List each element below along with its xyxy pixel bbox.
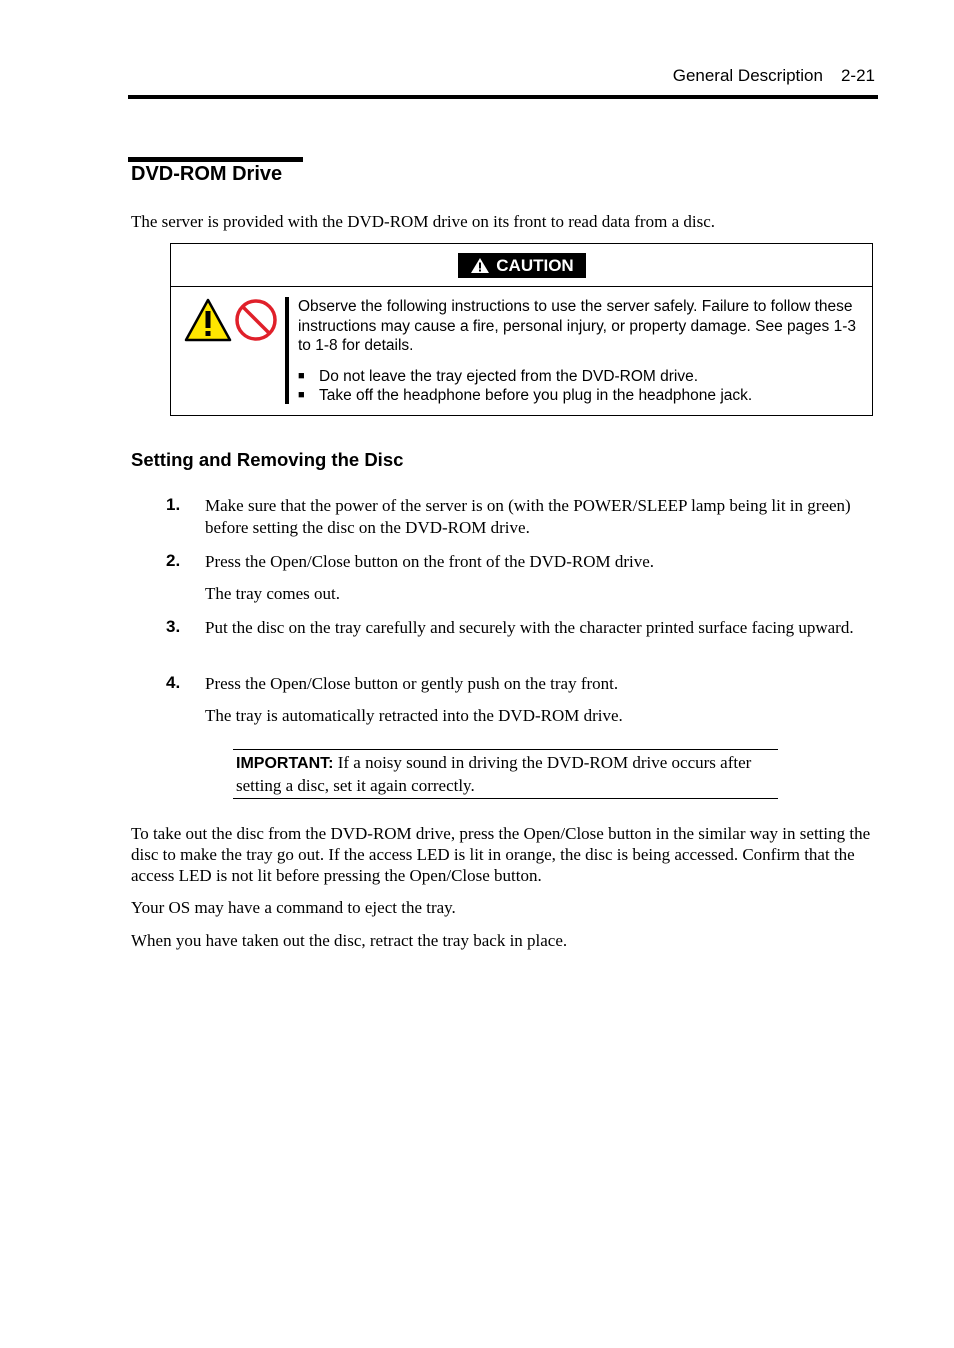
body-paragraph: When you have taken out the disc, retract the tray back in place. [131,931,568,950]
header-rule [128,95,878,99]
step-number: 3. [166,617,181,636]
caution-text: Observe the following instructions to use the server safely. Failure to follow these instructions may cause a fire, personal injury, or property damage. See pages 1-3 to 1-8 for details. [298,298,856,354]
caution-list [298,367,868,406]
step-note: The tray is automatically retracted into the DVD-ROM drive. [205,706,623,725]
subheading: Setting and Removing the Disc [131,449,404,470]
page-number: 2-21 [840,66,875,85]
prohibited-icon [237,301,275,339]
intro-paragraph: The server is provided with the DVD-ROM drive on its front to read data from a disc. [131,212,715,231]
caution-header [171,244,872,287]
caution-icons [184,297,280,348]
running-header [673,66,875,86]
warning-small-icon [470,257,490,274]
caution-side-bar [285,297,289,404]
step-text: Press the Open/Close button or gently push on the tray front. [205,674,619,693]
body-paragraph: To take out the disc from the DVD-ROM drive, press the Open/Close button in the similar way in setting the disc to make the tray go out. If the access LED is lit in orange, the disc is being accessed. Confirm that the access LED is not lit before pressing the Open/Close button. [131,824,871,885]
caution-item: ■ Take off the headphone before you plug in the headphone jack. [298,386,868,406]
step-number: 4. [166,673,181,692]
header-section: General Description [672,66,823,85]
important-label: IMPORTANT: [236,755,334,772]
section-title: DVD-ROM Drive [131,163,283,185]
important-note [233,749,778,799]
caution-body [298,297,868,406]
step-number: 1. [166,495,181,514]
body-paragraph: Your OS may have a command to eject the tray. [131,898,456,917]
caution-label: CAUTION [496,255,574,275]
step-text: Make sure that the power of the server is on (with the POWER/SLEEP lamp being lit in green) before setting the disc on the DVD-ROM drive. [205,496,851,537]
caution-item: ■ Do not leave the tray ejected from the DVD-ROM drive. [298,367,868,387]
caution-badge [458,253,586,278]
step-text: Press the Open/Close button on the front of the DVD-ROM drive. [205,552,655,571]
important-text: If a noisy sound in driving the DVD-ROM drive occurs after setting a disc, set it again correctly. [236,753,752,795]
section-title-bar [128,157,303,162]
step-note: The tray comes out. [205,584,341,603]
step-text: Put the disc on the tray carefully and securely with the character printed surface facing upward. [205,618,854,637]
caution-box [170,243,873,416]
warning-triangle-icon [186,300,230,340]
step-number: 2. [166,551,181,570]
